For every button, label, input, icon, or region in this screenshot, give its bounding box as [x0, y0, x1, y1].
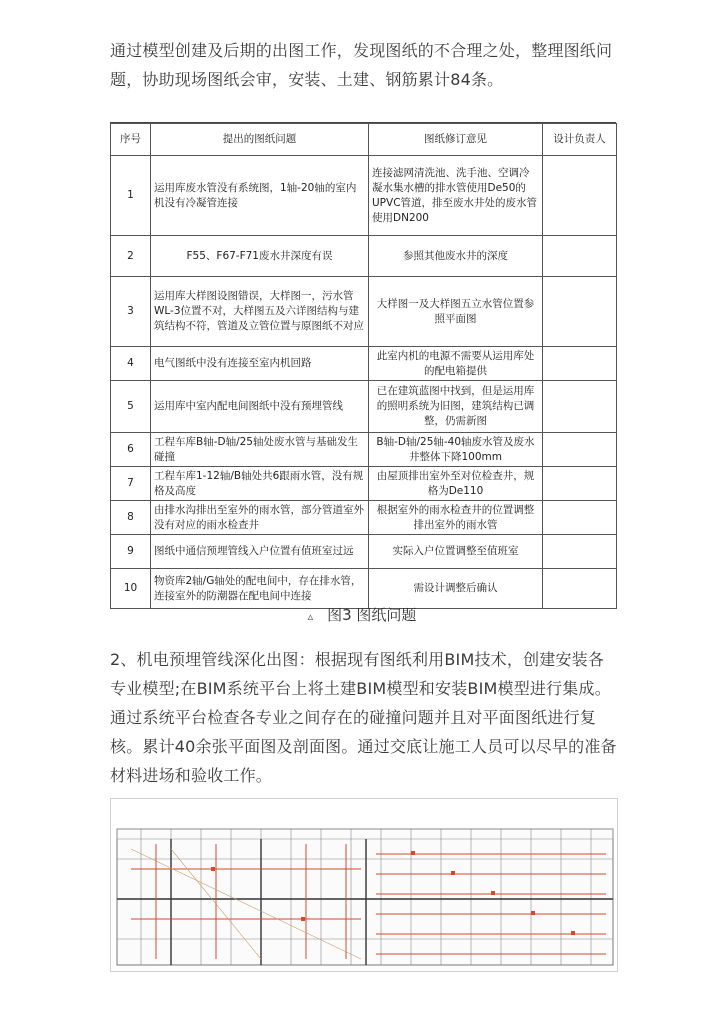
row-owner	[543, 535, 617, 569]
col-header-fix: 图纸修订意见	[369, 124, 543, 156]
row-owner	[543, 501, 617, 535]
row-owner	[543, 433, 617, 467]
table-row	[111, 569, 617, 609]
row-owner	[543, 156, 617, 236]
row-issue: F55、F67-F71废水井深度有误	[151, 236, 369, 277]
row-no: 8	[111, 501, 151, 535]
row-no: 7	[111, 467, 151, 501]
caption-text: 图3 图纸问题	[327, 606, 417, 624]
row-issue: 运用库废水管没有系统图，1轴-20轴的室内机没有冷凝管连接	[151, 156, 369, 236]
row-owner	[543, 347, 617, 381]
row-no: 10	[111, 569, 151, 609]
row-fix: 大样图一及大样图五立水管位置参照平面图	[369, 277, 543, 347]
row-owner	[543, 236, 617, 277]
row-no: 2	[111, 236, 151, 277]
row-owner	[543, 569, 617, 609]
table-header-row	[111, 124, 617, 156]
row-no: 5	[111, 381, 151, 433]
table-row	[111, 467, 617, 501]
row-fix: 参照其他废水井的深度	[369, 236, 543, 277]
table-row	[111, 535, 617, 569]
table-row	[111, 501, 617, 535]
row-owner	[543, 277, 617, 347]
row-no: 3	[111, 277, 151, 347]
row-no: 6	[111, 433, 151, 467]
table-row	[111, 433, 617, 467]
col-header-owner: 设计负责人	[543, 124, 617, 156]
bim-plan-drawing	[110, 798, 618, 972]
row-issue: 运用库大样图设图错误，大样图一，污水管WL-3位置不对，大样图五及六详图结构与建筑结构不符，管道及立管位置与原图纸不对应	[151, 277, 369, 347]
row-issue: 运用库中室内配电间图纸中没有预埋管线	[151, 381, 369, 433]
intro-paragraph: 通过模型创建及后期的出图工作，发现图纸的不合理之处，整理图纸问题，协助现场图纸会审，安装、土建、钢筋累计84条。	[110, 41, 613, 89]
drawing-issues-table	[110, 122, 616, 602]
triangle-icon: ▵	[307, 610, 314, 623]
row-no: 1	[111, 156, 151, 236]
table-row	[111, 156, 617, 236]
row-fix: B轴-D轴/25轴-40轴废水管及废水井整体下降100mm	[369, 433, 543, 467]
row-issue: 电气图纸中没有连接至室内机回路	[151, 347, 369, 381]
row-fix: 需设计调整后确认	[369, 569, 543, 609]
row-fix: 由屋顶排出室外至对位检查井，规格为De110	[369, 467, 543, 501]
col-header-issue: 提出的图纸问题	[151, 124, 369, 156]
row-no: 9	[111, 535, 151, 569]
table-row	[111, 347, 617, 381]
col-header-no: 序号	[111, 124, 151, 156]
row-issue: 物资库2轴/G轴处的配电间中，存在排水管，连接室外的防潮器在配电间中连接	[151, 569, 369, 609]
table-row	[111, 236, 617, 277]
row-issue: 工程车库B轴-D轴/25轴处废水管与基础发生碰撞	[151, 433, 369, 467]
table-row	[111, 381, 617, 433]
row-issue: 图纸中通信预埋管线入户位置有值班室过远	[151, 535, 369, 569]
row-issue: 工程车库1-12轴/B轴处共6跟雨水管，没有规格及高度	[151, 467, 369, 501]
figure-caption	[0, 604, 724, 625]
row-fix: 实际入户位置调整至值班室	[369, 535, 543, 569]
row-fix: 已在建筑蓝图中找到，但是运用库的照明系统为旧图，建筑结构已调整，仍需新图	[369, 381, 543, 433]
table-row	[111, 277, 617, 347]
row-fix: 连接滤网清洗池、洗手池、空调冷凝水集水槽的排水管使用De50的UPVC管道，排至废水井处的废水管使用DN200	[369, 156, 543, 236]
section-2-paragraph: 2、机电预埋管线深化出图：根据现有图纸利用BIM技术，创建安装各专业模型;在BIM系统平台上将土建BIM模型和安装BIM模型进行集成。通过系统平台检查各专业之间存在的碰撞问题并且对平面图纸进行复核。累计40余张平面图及剖面图。通过交底让施工人员可以尽早的准备材料进场和验收工作。	[110, 650, 617, 785]
row-owner	[543, 381, 617, 433]
row-owner	[543, 467, 617, 501]
row-fix: 根据室外的雨水检查井的位置调整排出室外的雨水管	[369, 501, 543, 535]
row-no: 4	[111, 347, 151, 381]
row-fix: 此室内机的电源不需要从运用库处的配电箱提供	[369, 347, 543, 381]
row-issue: 由排水沟排出至室外的雨水管，部分管道室外没有对应的雨水检查井	[151, 501, 369, 535]
